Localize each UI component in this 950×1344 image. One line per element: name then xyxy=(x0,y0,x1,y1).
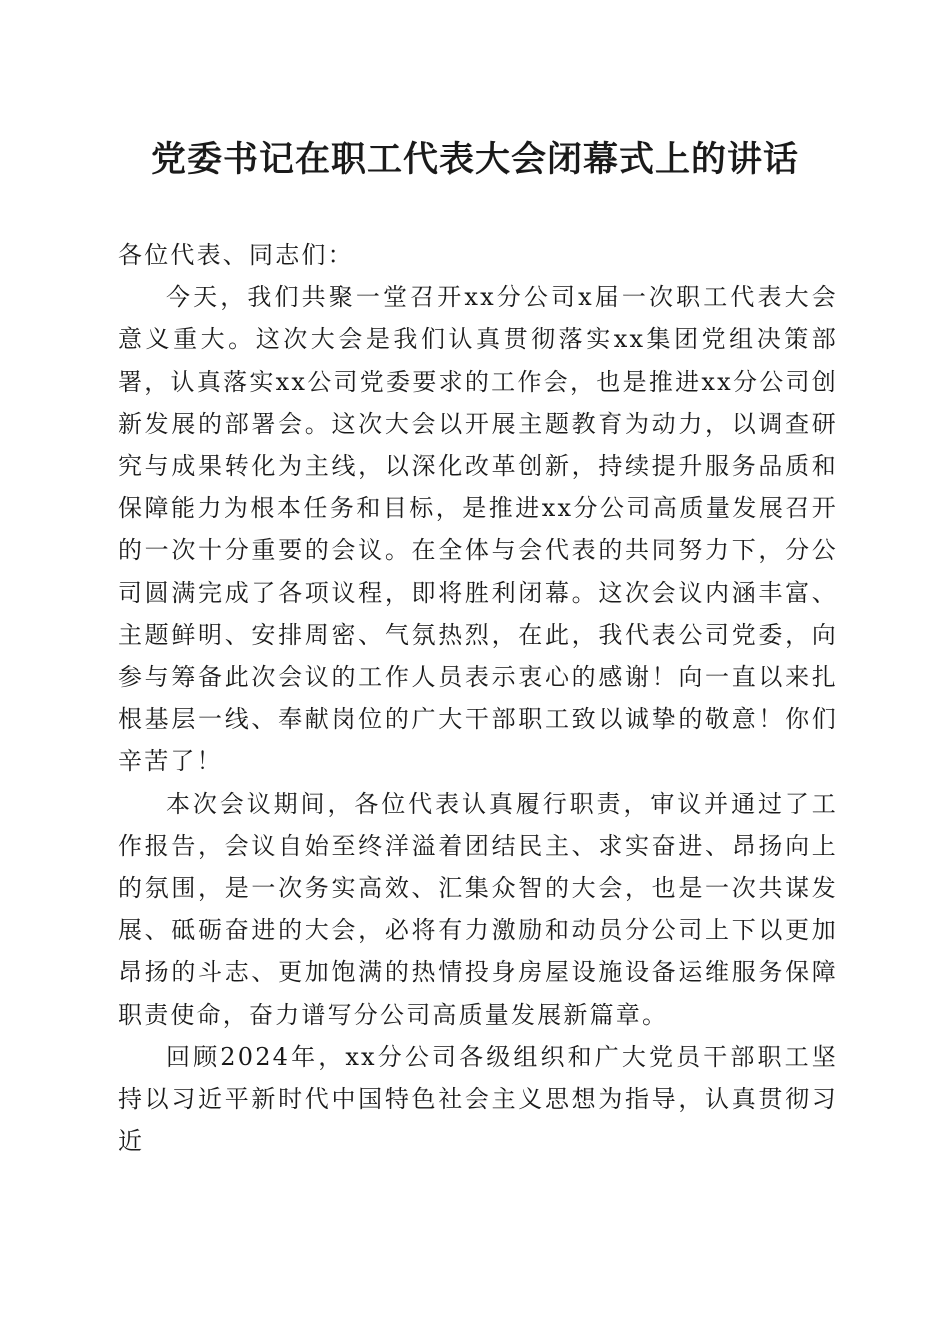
paragraph-meeting-review: 本次会议期间，各位代表认真履行职责，审议并通过了工作报告，会议自始至终洋溢着团结民主、求实奋进、昂扬向上的氛围，是一次务实高效、汇集众智的大会，也是一次共谋发展、砥砺奋进的大会，必将有力激励和动员分公司上下以更加昂扬的斗志、更加饱满的热情投身房屋设施设备运维服务保障职责使命，奋力谱写分公司高质量发展新篇章。 xyxy=(118,789,838,1029)
paragraph-2024-review: 回顾2024年，xx分公司各级组织和广大党员干部职工坚持以习近平新时代中国特色社会主义思想为指导，认真贯彻习近 xyxy=(118,1042,838,1156)
salutation: 各位代表、同志们： xyxy=(118,241,354,269)
document-title: 党委书记在职工代表大会闭幕式上的讲话 xyxy=(150,139,799,180)
document-body xyxy=(118,234,838,1162)
paragraph-opening: 今天，我们共聚一堂召开xx分公司x届一次职工代表大会意义重大。这次大会是我们认真贯彻落实xx集团党组决策部署，认真落实xx公司党委要求的工作会，也是推进xx分公司创新发展的部署会。这次大会以开展主题教育为动力，以调查研究与成果转化为主线，以深化改革创新，持续提升服务品质和保障能力为根本任务和目标，是推进xx分公司高质量发展召开的一次十分重要的会议。在全体与会代表的共同努力下，分公司圆满完成了各项议程，即将胜利闭幕。这次会议内涵丰富、主题鲜明、安排周密、气氛热烈，在此，我代表公司党委，向参与筹备此次会议的工作人员表示衷心的感谢！向一直以来扎根基层一线、奉献岗位的广大干部职工致以诚挚的敬意！你们辛苦了！ xyxy=(118,283,838,776)
